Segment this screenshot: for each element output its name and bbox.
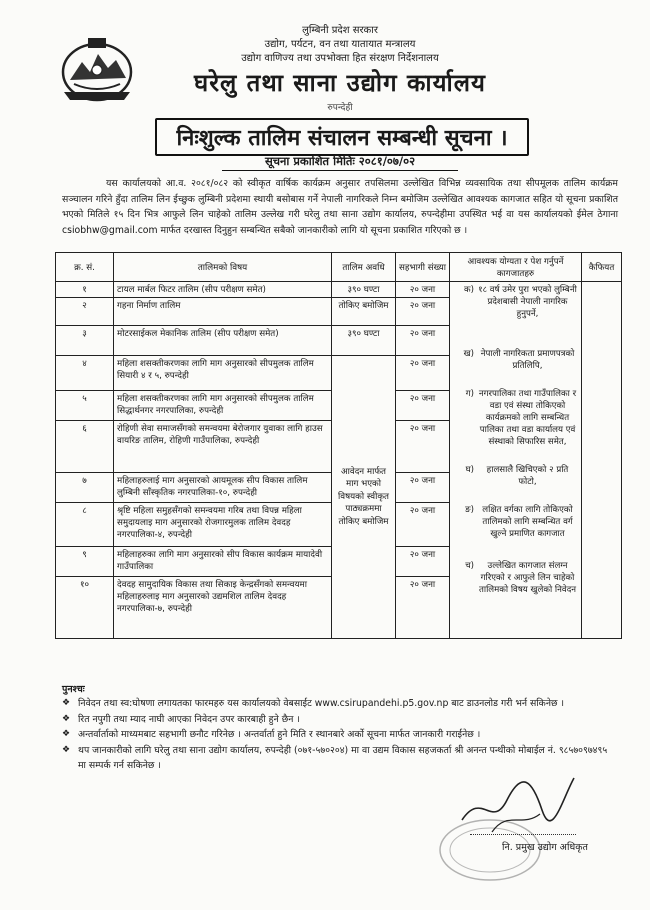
row-serial: २ [56,298,114,326]
row-participants: २० जना [396,326,450,356]
row-participants: २० जना [396,282,450,298]
header-directorate: उद्योग वाणिज्य तथा उपभोक्ता हित संरक्षण निर्देशनालय [241,53,439,64]
header-ministry: उद्योग, पर्यटन, वन तथा यातायात मन्त्रालय [264,39,416,50]
row-participants: २० जना [396,391,450,421]
table-header-row [56,253,622,282]
note-item: ❖ अन्तर्वार्ताको माध्यमबाट सहभागी छनौट गरिनेछ । अन्तर्वार्ता हुने मिति र स्थानबारे अर्को सूचना मार्फत जानकारी गराईनेछ । [62,727,618,743]
note-item: ❖ थप जानकारीको लागि घरेलु तथा साना उद्योग कार्यालय, रुपन्देही (०७१-५७०२०४) मा वा उद्यम विकास सहजकर्ता श्री अनन्त पन्थीको मोबाईल नं. ९८५७०९७४९५ मा सम्पर्क गर्न सकिनेछ । [62,744,608,771]
row-participants: २० जना [396,547,450,577]
intro-text: यस कार्यालयको आ.व. २०८१/०८२ को स्वीकृत वार्षिक कार्यक्रम अनुसार तपसिलमा उल्लेखित विभिन्न व्यवसायिक तथा सीपमूलक तालिम कार्यक्रम सञ्चालन गरिने हुँदा तालिम लिन ईच्छुक लुम्बिनी प्रदेशमा स्थायी बसोबास गर्ने नेपाली नागरिकले निम्न बमोजिम उल्लेखित आवश्यक कागजात सहित यो सूचना प्रकाशित भएको मितिले १५ दिन भित्र आफुले लिन चाहेको तालिम उल्लेख गरी घरेलु तथा साना उद्योग कार्यालय, रुपन्देहीमा उपस्थित भई वा यस कार्यालयको ईमेल ठेगाना [62,178,618,220]
signatory-title: नि. प्रमुख उद्योग अधिकृत [502,842,588,853]
header-participants: सहभागी संख्या [396,253,450,282]
header-serial: क्र. सं. [56,253,114,282]
note-item: ❖ रित नपुगी तथा म्याद नाघी आएका निवेदन उपर कारबाही हुने छैन । [62,712,618,728]
row-duration: ३९० घण्टा [332,282,396,298]
row-participants: २० जना [396,503,450,547]
intro-text-end: मार्फत दरखास्त दिनुहुन सम्बन्धित सबैको जानकारीको लागि यो सूचना प्रकाशित गरिएको छ । [160,224,468,236]
header-office-name: घरेलु तथा साना उद्योग कार्यालय [194,69,486,97]
intro-paragraph [62,176,618,238]
bullet-icon: ❖ [62,713,71,724]
requirement-item: ग) नगरपालिका तथा गाउँपालिका र वडा एवं संस्था तोकिएको कार्यक्रमको लागि सम्बन्धित पालिका तथा वडा कार्यालय एवं संस्थाको सिफारिस समेत, [465,389,577,447]
notes-list [62,696,618,774]
header-requirements: आवश्यक योग्यता र पेश गर्नुपर्ने कागजातहरु [450,253,582,282]
training-table [55,252,622,639]
remarks-cell [582,282,622,639]
row-subject: महिला शसक्तीकरणका लागि माग अनुसारको सीपमुलक तालिम सियारी ४ र ५, रुपन्देही [114,356,332,391]
government-emblem-logo [58,34,136,104]
row-duration: तोकिए बमोजिम [332,298,396,326]
row-subject: रोहिणी सेवा समाजसँगको समन्वयमा बेरोजगार युवाका लागि हाउस वायरिङ तालिम, रोहिणी गाउँपालिका, रुपन्देही [114,421,332,473]
row-serial: १० [56,577,114,639]
row-serial: ४ [56,356,114,391]
row-participants: २० जना [396,298,450,326]
signature-line [470,834,576,835]
header-remarks: कैफियत [582,253,622,282]
signature-scribble [452,770,582,840]
row-participants: २० जना [396,356,450,391]
header-address: रुपन्देही [327,103,353,113]
header-subject: तालिमको विषय [114,253,332,282]
row-subject: श्रृष्टि महिला समुहसँगको समन्वयमा गरिब तथा विपन्न महिला समुदायलाइ माग अनुसारको रोजगारमुलक तालिम देवदह नगरपालिका-४, रुपन्देही [114,503,332,547]
row-subject: गहना निर्माण तालिम [114,298,332,326]
row-duration: ३९० घण्टा [332,326,396,356]
row-subject: देवदह सामुदायिक विकास तथा सिकाइ केन्द्रसँगको समन्वयमा महिलाहरुलाइ माग अनुसारको उद्यमशिल तालिम देवदह नगरपालिका-७, रुपन्देही [114,577,332,639]
row-participants: २० जना [396,577,450,639]
header-province: लुम्बिनी प्रदेश सरकार [302,25,378,36]
notice-title: निःशुल्क तालिम संचालन सम्बन्धी सूचना । [155,118,529,156]
requirement-item: घ) हालसालै खिचिएको २ प्रति फोटो, [465,465,569,487]
row-subject: महिलाहरुलाई माग अनुसारको आयमूलक सीप विकास तालिम लुम्बिनी साँस्कृतिक नगरपालिका-१०, रुपन्देही [114,473,332,503]
header-duration: तालिम अवधि [332,253,396,282]
row-subject: टायल मार्बल फिटर तालिम (सीप परीक्षण समेत) [114,282,332,298]
row-serial: ६ [56,421,114,473]
email-address: csiobhw@gmail.com [62,224,158,236]
merged-duration-cell: आवेदन मार्फत माग भएको विषयको स्वीकृत पाठ्यक्रममा तोकिए बमोजिम [332,356,396,639]
row-serial: ८ [56,503,114,547]
notes-heading: पुनश्चः [62,684,85,695]
requirement-item: ख) नेपाली नागरिकता प्रमाणपत्रको प्रतिलिपि, [463,349,575,371]
row-subject: मोटरसाईकल मेकानिक तालिम (सीप परीक्षण समेत) [114,326,332,356]
publish-date-underline [222,170,458,171]
note-item: ❖ निवेदन तथा स्व:घोषणा लगायतका फारमहरु यस कार्यालयको वेबसाईट www.csirupandehi.p5.gov.np बाट डाउनलोड गरी भर्न सकिनेछ । [62,696,618,712]
row-participants: २० जना [396,421,450,473]
table-row [56,282,622,298]
row-participants: २० जना [396,473,450,503]
bullet-icon: ❖ [62,729,71,739]
bullet-icon: ❖ [62,744,71,755]
row-serial: १ [56,282,114,298]
row-serial: ५ [56,391,114,421]
requirements-cell [450,282,582,639]
requirement-item: ङ) लक्षित वर्गका लागि तोकिएको तालिमको लागि सम्बन्धित वर्ग खुल्ने प्रमाणित कागजात [465,505,573,539]
publish-date: सूचना प्रकाशित मितिः २०८१/०७/०२ [264,154,416,168]
bullet-icon: ❖ [62,698,71,708]
row-subject: महिलाहरुका लागि माग अनुसारको सीप विकास कार्यक्रम मायादेवी गाउँपालिका [114,547,332,577]
row-serial: ९ [56,547,114,577]
requirement-item: क) १८ वर्ष उमेर पुरा भएको लुम्बिनी प्रदेशबासी नेपाली नागरिक हुनुपर्ने, [464,285,577,319]
row-serial: ७ [56,473,114,503]
row-serial: ३ [56,326,114,356]
requirement-item: च) उल्लेखित कागजात संलग्न गरिएको र आफुले लिन चाहेको तालिमको विषय खुलेको निवेदन [465,561,577,595]
row-subject: महिला शसक्तीकरणका लागि माग अनुसारको सीपमुलक तालिम सिद्धार्थनगर नगरपालिका, रुपन्देही [114,391,332,421]
